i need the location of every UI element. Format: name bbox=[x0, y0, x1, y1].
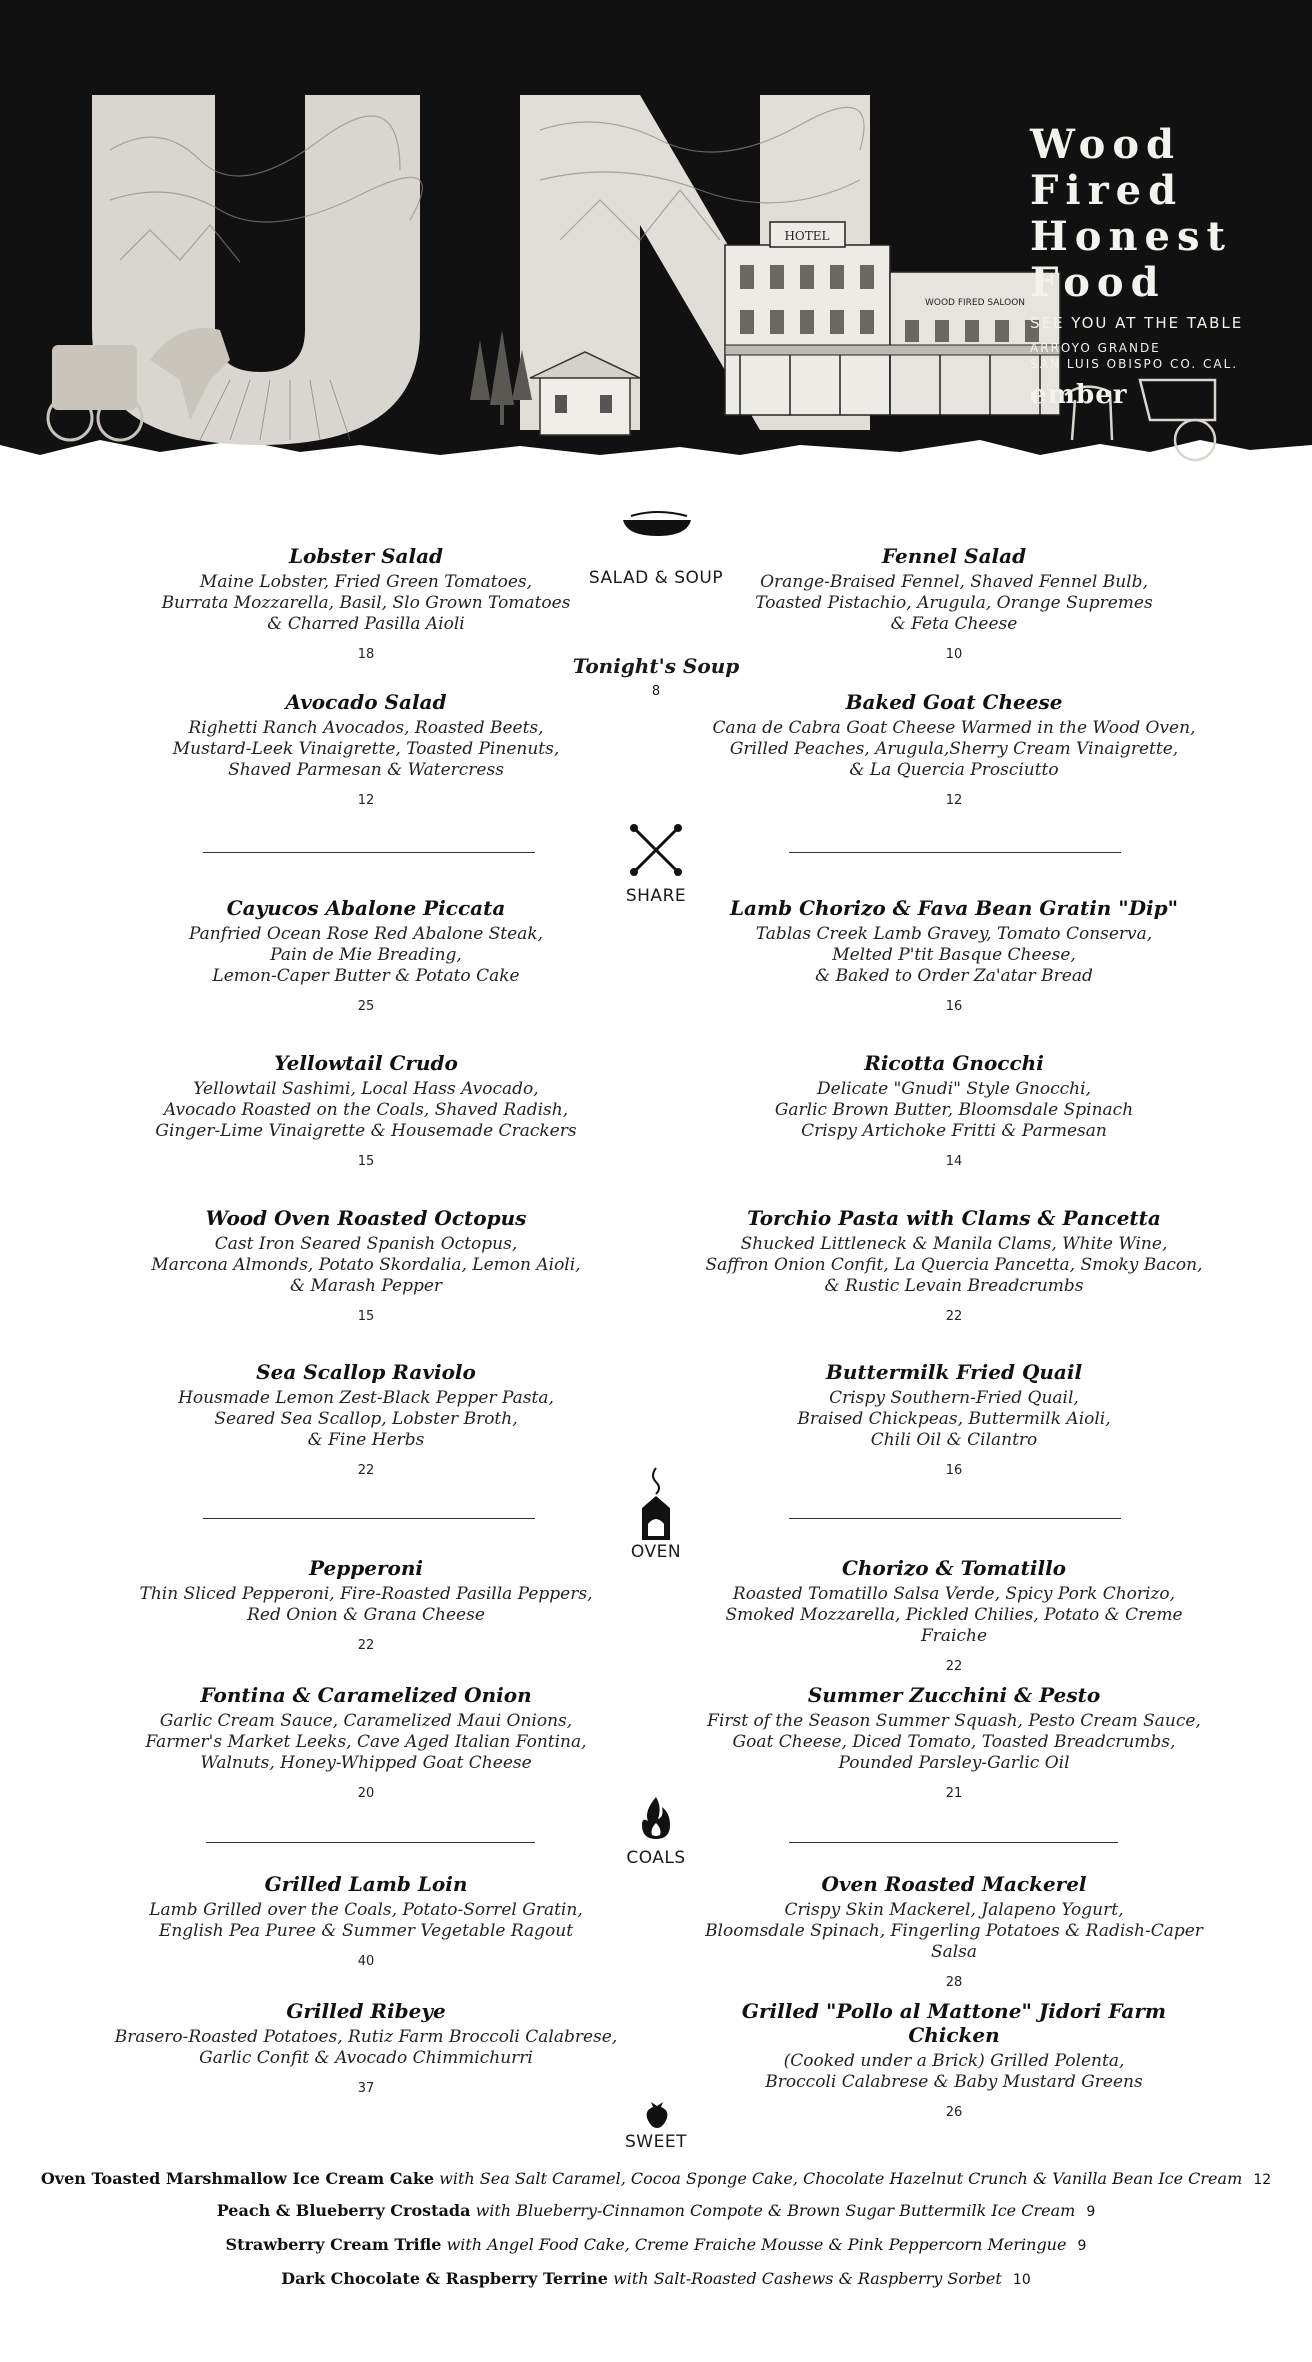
item-name: Grilled "Pollo al Mattone" Jidori Farm Chicken bbox=[741, 1999, 1167, 2047]
divider bbox=[789, 1518, 1121, 1519]
item-name: Torchio Pasta with Clams & Pancetta bbox=[747, 1206, 1161, 1230]
dessert-name: Strawberry Cream Trifle bbox=[225, 2235, 442, 2254]
menu-item bbox=[694, 896, 1214, 1014]
item-price: 10 bbox=[945, 647, 963, 662]
menu-item bbox=[694, 1683, 1214, 1801]
brand-line-food: Food bbox=[1030, 259, 1166, 306]
brand-ember: ember bbox=[1030, 380, 1128, 410]
menu-item bbox=[106, 1556, 626, 1653]
soup-name: Tonight's Soup bbox=[572, 654, 740, 678]
item-desc: First of the Season Summer Squash, Pesto Cream Sauce, Goat Cheese, Diced Tomato, Toasted Breadcrumbs, Pounded Parsley-Garlic Oil bbox=[707, 1711, 1201, 1773]
menu-item bbox=[106, 1206, 626, 1324]
section-oven: OVEN bbox=[630, 1542, 682, 1562]
item-desc: Crispy Southern-Fried Quail, Braised Chickpeas, Buttermilk Aioli, Chili Oil & Cilantro bbox=[797, 1388, 1111, 1450]
item-price: 18 bbox=[357, 647, 375, 662]
item-desc: Panfried Ocean Rose Red Abalone Steak, Pain de Mie Breading, Lemon-Caper Butter & Potato Cake bbox=[188, 924, 544, 986]
soup-price: 8 bbox=[651, 684, 661, 699]
item-price: 21 bbox=[945, 1786, 963, 1801]
item-price: 22 bbox=[945, 1659, 963, 1674]
flame-icon bbox=[640, 1795, 672, 1841]
menu-item bbox=[694, 1999, 1214, 2120]
menu-item bbox=[694, 1872, 1214, 1990]
dessert-item bbox=[0, 2268, 1312, 2291]
item-price: 40 bbox=[357, 1954, 375, 1969]
item-name: Sea Scallop Raviolo bbox=[256, 1360, 476, 1384]
item-desc: Thin Sliced Pepperoni, Fire-Roasted Pasilla Peppers, Red Onion & Grana Cheese bbox=[139, 1584, 593, 1625]
divider bbox=[789, 852, 1121, 853]
divider bbox=[789, 1842, 1118, 1843]
header-banner bbox=[0, 0, 1312, 530]
item-price: 16 bbox=[945, 1463, 963, 1478]
item-name: Wood Oven Roasted Octopus bbox=[205, 1206, 527, 1230]
item-price: 15 bbox=[357, 1309, 375, 1324]
section-coals: COALS bbox=[626, 1848, 686, 1868]
item-name: Oven Roasted Mackerel bbox=[821, 1872, 1087, 1896]
item-name: Buttermilk Fried Quail bbox=[825, 1360, 1083, 1384]
dessert-price: 10 bbox=[1012, 2272, 1031, 2288]
dessert-desc: with Angel Food Cake, Creme Fraiche Mousse & Pink Peppercorn Meringue bbox=[446, 2235, 1067, 2254]
brand-location-1: ARROYO GRANDE bbox=[1030, 341, 1161, 355]
dessert-item bbox=[0, 2168, 1312, 2191]
divider bbox=[206, 1842, 535, 1843]
item-price: 28 bbox=[945, 1975, 963, 1990]
strawberry-icon bbox=[645, 2098, 669, 2128]
dessert-price: 9 bbox=[1077, 2238, 1087, 2254]
item-desc: Delicate "Gnudi" Style Gnocchi, Garlic Brown Butter, Bloomsdale Spinach Crispy Artichoke Fritti & Parmesan bbox=[774, 1079, 1134, 1141]
item-name: Yellowtail Crudo bbox=[274, 1051, 458, 1075]
menu-item bbox=[106, 544, 626, 662]
wood-oven-icon bbox=[638, 1466, 674, 1542]
brand-line-honest: Honest bbox=[1030, 213, 1232, 260]
menu-item bbox=[106, 1999, 626, 2096]
item-desc: Cast Iron Seared Spanish Octopus, Marcona Almonds, Potato Skordalia, Lemon Aioli, & Marash Pepper bbox=[151, 1234, 581, 1296]
item-desc: Roasted Tomatillo Salsa Verde, Spicy Pork Chorizo, Smoked Mozzarella, Pickled Chilies, Potato & Creme Fraiche bbox=[725, 1584, 1183, 1646]
menu-item bbox=[694, 544, 1214, 662]
menu-item bbox=[106, 1683, 626, 1801]
item-name: Avocado Salad bbox=[285, 690, 447, 714]
divider bbox=[203, 1518, 535, 1519]
menu-item bbox=[106, 1872, 626, 1969]
brand-location-2: SAN LUIS OBISPO CO. CAL. bbox=[1030, 357, 1239, 371]
item-name: Grilled Ribeye bbox=[286, 1999, 446, 2023]
item-desc: Housmade Lemon Zest-Black Pepper Pasta, Seared Sea Scallop, Lobster Broth, & Fine Herbs bbox=[178, 1388, 554, 1450]
svg-text:WOOD FIRED SALOON: WOOD FIRED SALOON bbox=[924, 298, 1026, 308]
item-name: Chorizo & Tomatillo bbox=[841, 1556, 1067, 1580]
item-desc: Righetti Ranch Avocados, Roasted Beets, Mustard-Leek Vinaigrette, Toasted Pinenuts, Shaved Parmesan & Watercress bbox=[172, 718, 560, 780]
dessert-name: Dark Chocolate & Raspberry Terrine bbox=[281, 2269, 608, 2288]
item-desc: Brasero-Roasted Potatoes, Rutiz Farm Broccoli Calabrese, Garlic Confit & Avocado Chimmichurri bbox=[114, 2027, 618, 2068]
svg-text:HOTEL: HOTEL bbox=[784, 229, 830, 243]
item-name: Grilled Lamb Loin bbox=[264, 1872, 468, 1896]
crossed-utensils-icon bbox=[628, 822, 684, 878]
item-price: 26 bbox=[945, 2105, 963, 2120]
item-desc: Tablas Creek Lamb Gravey, Tomato Conserva, Melted P'tit Basque Cheese, & Baked to Order Za'atar Bread bbox=[755, 924, 1153, 986]
dessert-name: Peach & Blueberry Crostada bbox=[216, 2201, 471, 2220]
dessert-desc: with Sea Salt Caramel, Cocoa Sponge Cake, Chocolate Hazelnut Crunch & Vanilla Bean Ice Cream bbox=[439, 2169, 1243, 2188]
menu-item bbox=[106, 896, 626, 1014]
bowl-icon bbox=[617, 510, 697, 538]
item-desc: Shucked Littleneck & Manila Clams, White Wine, Saffron Onion Confit, La Quercia Pancetta, Smoky Bacon, & Rustic Levain Breadcrumbs bbox=[705, 1234, 1203, 1296]
item-price: 25 bbox=[357, 999, 375, 1014]
dessert-item bbox=[0, 2200, 1312, 2223]
menu-item bbox=[106, 1051, 626, 1169]
item-name: Baked Goat Cheese bbox=[845, 690, 1063, 714]
section-sweet: SWEET bbox=[625, 2132, 687, 2152]
item-price: 20 bbox=[357, 1786, 375, 1801]
section-share: SHARE bbox=[625, 886, 687, 906]
dessert-item bbox=[0, 2234, 1312, 2257]
item-desc: Maine Lobster, Fried Green Tomatoes, Burrata Mozzarella, Basil, Slo Grown Tomatoes & Charred Pasilla Aioli bbox=[161, 572, 571, 634]
dessert-price: 9 bbox=[1086, 2204, 1096, 2220]
item-price: 12 bbox=[945, 793, 963, 808]
item-price: 37 bbox=[357, 2081, 375, 2096]
item-price: 22 bbox=[357, 1638, 375, 1653]
dessert-desc: with Blueberry-Cinnamon Compote & Brown Sugar Buttermilk Ice Cream bbox=[475, 2201, 1076, 2220]
menu-item bbox=[694, 690, 1214, 808]
item-desc: (Cooked under a Brick) Grilled Polenta, Broccoli Calabrese & Baby Mustard Greens bbox=[765, 2051, 1143, 2092]
item-desc: Yellowtail Sashimi, Local Hass Avocado, Avocado Roasted on the Coals, Shaved Radish, Ginger-Lime Vinaigrette & Housemade Crackers bbox=[155, 1079, 577, 1141]
item-desc: Garlic Cream Sauce, Caramelized Maui Onions, Farmer's Market Leeks, Cave Aged Italian Fontina, Walnuts, Honey-Whipped Goat Cheese bbox=[145, 1711, 587, 1773]
menu-item bbox=[694, 1051, 1214, 1169]
menu-item bbox=[106, 1360, 626, 1478]
item-desc: Lamb Grilled over the Coals, Potato-Sorrel Gratin, English Pea Puree & Summer Vegetable Ragout bbox=[149, 1900, 583, 1941]
dessert-name: Oven Toasted Marshmallow Ice Cream Cake bbox=[40, 2169, 435, 2188]
dessert-desc: with Salt-Roasted Cashews & Raspberry Sorbet bbox=[613, 2269, 1002, 2288]
dessert-price: 12 bbox=[1253, 2172, 1272, 2188]
item-name: Lamb Chorizo & Fava Bean Gratin "Dip" bbox=[729, 896, 1179, 920]
item-name: Ricotta Gnocchi bbox=[864, 1051, 1044, 1075]
menu-item bbox=[694, 1360, 1214, 1478]
brand-line-wood: Wood bbox=[1030, 121, 1181, 168]
item-name: Summer Zucchini & Pesto bbox=[807, 1683, 1101, 1707]
item-desc: Crispy Skin Mackerel, Jalapeno Yogurt, Bloomsdale Spinach, Fingerling Potatoes & Radish-Caper Salsa bbox=[705, 1900, 1203, 1962]
brand-line-fired: Fired bbox=[1030, 167, 1184, 214]
item-name: Lobster Salad bbox=[288, 544, 444, 568]
item-price: 12 bbox=[357, 793, 375, 808]
brand-block bbox=[1030, 122, 1300, 410]
item-name: Fennel Salad bbox=[881, 544, 1027, 568]
item-price: 15 bbox=[357, 1154, 375, 1169]
divider bbox=[203, 852, 535, 853]
item-price: 22 bbox=[357, 1463, 375, 1478]
item-name: Cayucos Abalone Piccata bbox=[226, 896, 506, 920]
item-name: Pepperoni bbox=[309, 1556, 423, 1580]
menu-item bbox=[694, 1556, 1214, 1674]
section-salad-soup: SALAD & SOUP bbox=[588, 568, 724, 588]
item-price: 14 bbox=[945, 1154, 963, 1169]
item-name: Fontina & Caramelized Onion bbox=[200, 1683, 532, 1707]
item-price: 16 bbox=[945, 999, 963, 1014]
brand-tagline: SEE YOU AT THE TABLE bbox=[1030, 314, 1244, 332]
menu-item bbox=[694, 1206, 1214, 1324]
item-desc: Orange-Braised Fennel, Shaved Fennel Bulb, Toasted Pistachio, Arugula, Orange Supremes & Feta Cheese bbox=[755, 572, 1153, 634]
menu-item bbox=[106, 690, 626, 808]
item-desc: Cana de Cabra Goat Cheese Warmed in the Wood Oven, Grilled Peaches, Arugula,Sherry Cream Vinaigrette, & La Quercia Prosciutto bbox=[712, 718, 1196, 780]
item-price: 22 bbox=[945, 1309, 963, 1324]
